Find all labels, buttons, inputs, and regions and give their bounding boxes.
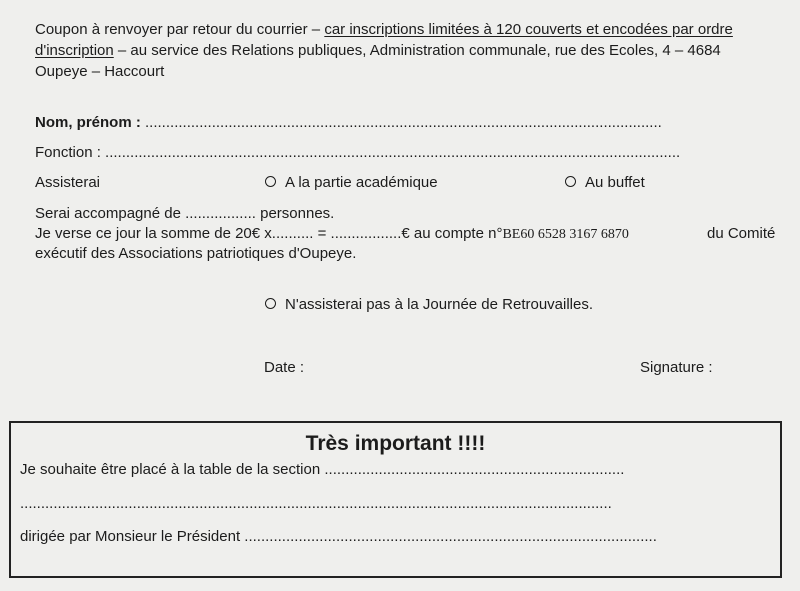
- signature-label[interactable]: Signature :: [640, 359, 713, 376]
- option-academic-label: A la partie académique: [285, 174, 438, 191]
- attendance-label: Assisterai: [35, 174, 101, 191]
- function-dots: ..........................................................................................................................................: [105, 144, 681, 161]
- president-line[interactable]: dirigée par Monsieur le Président ...................................................................................................: [20, 528, 657, 545]
- payment-line[interactable]: [35, 225, 629, 243]
- intro-paragraph: [35, 19, 780, 82]
- intro-text-c: Oupeye – Haccourt: [35, 63, 165, 80]
- name-dots: ............................................................................................................................: [145, 114, 662, 131]
- name-field[interactable]: [35, 114, 662, 131]
- section-table-line[interactable]: Je souhaite être placé à la table de la section ........................................................................: [20, 461, 625, 478]
- radio-circle-icon[interactable]: [265, 298, 276, 309]
- iban-number: BE60 6528 3167 6870: [502, 227, 629, 242]
- function-label: Fonction :: [35, 144, 101, 161]
- radio-circle-icon[interactable]: [265, 176, 276, 187]
- not-attending-label: N'assisterai pas à la Journée de Retrouvailles.: [285, 296, 594, 313]
- intro-text-b: – au service des Relations publiques, Administration communale, rue des Ecoles, 4 – 4684: [113, 42, 721, 59]
- payment-text-b: du Comité: [707, 225, 776, 242]
- payment-text-a: Je verse ce jour la somme de 20€ x.......... = .................€ au compte n°: [35, 225, 503, 242]
- date-label[interactable]: Date :: [264, 359, 305, 376]
- important-title: Très important !!!!: [305, 432, 486, 455]
- option-buffet-label: Au buffet: [585, 174, 645, 191]
- important-box: [9, 421, 782, 578]
- blank-dotted-line[interactable]: ..............................................................................................................................................: [20, 495, 612, 512]
- option-not-attending[interactable]: [265, 296, 593, 313]
- function-field[interactable]: [35, 144, 680, 161]
- option-academic[interactable]: [265, 174, 438, 191]
- intro-underlined-1: car inscriptions limitées à 120 couverts et encodées par ordre: [324, 21, 733, 38]
- option-buffet[interactable]: [565, 174, 645, 191]
- radio-circle-icon[interactable]: [565, 176, 576, 187]
- companions-line[interactable]: Serai accompagné de ................. personnes.: [35, 205, 335, 222]
- intro-underlined-2: d'inscription: [35, 42, 114, 59]
- name-label: Nom, prénom :: [35, 114, 141, 131]
- intro-text-a: Coupon à renvoyer par retour du courrier –: [35, 21, 325, 38]
- payment-text-c: exécutif des Associations patriotiques d'Oupeye.: [35, 245, 357, 262]
